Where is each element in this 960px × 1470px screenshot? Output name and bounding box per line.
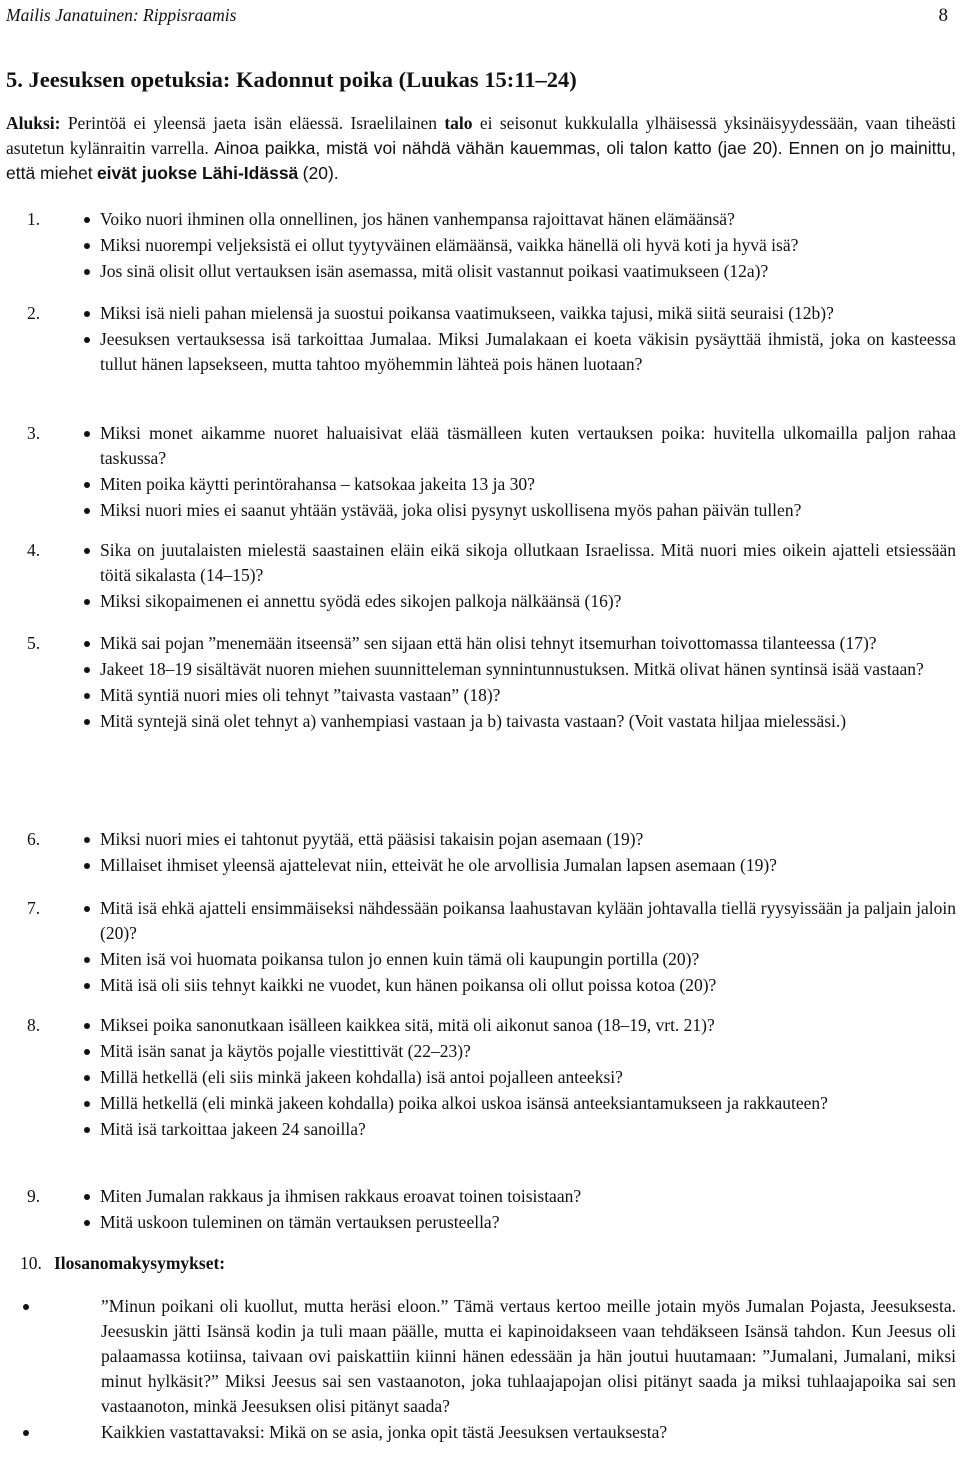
final-section-items: [0, 1294, 956, 1446]
section-heading: 5. Jeesuksen opetuksia: Kadonnut poika (Luukas 15:11–24): [6, 67, 577, 92]
question-section-5: [6, 631, 956, 735]
bullet-icon: [61, 947, 100, 972]
section-number: 3.: [27, 423, 41, 443]
question-item: ”Minun poikani oli kuollut, mutta heräsi eloon.” Tämä vertaus kertoo meille jotain myös Jumalan Pojasta, Jeesuksesta. Jeesuskin jätti Isänsä kodin ja tuli maan päälle, mutta ei kapinoidakseen vaan tehdäkseen Isänsä tahdon. Kun Jeesus oli palaamassa kotiinsa, taivaan ovi paiskattiin kiinni hänen edessään ja hän joutui huutamaan: ”Jumalani, Jumalani, miksi minut hylkäsit?” Miksi Jeesus sai sen vastaanoton, joka tuhlaajapojan olisi pitänyt saada ja miksi tuhlaajapoika sai sen vastaanoton, minkä Jeesuksen olisi pitänyt saada?: [0, 1294, 956, 1419]
bullet-icon: [61, 259, 100, 284]
intro-sans-text-1: Ainoa paikka, mistä voi nähdä vähän kauemmas, oli talon katto (jae 20). Ennen on jo mainittu, että miehet: [6, 138, 956, 183]
bullet-icon: [61, 498, 100, 523]
bullet-icon: [61, 327, 100, 377]
intro-paragraph: [6, 111, 956, 186]
question-item: Millaiset ihmiset yleensä ajattelevat niin, etteivät he ole arvollisia Jumalan lapsen asemaan (19)?: [61, 853, 956, 878]
intro-sans-text-2: (20).: [302, 163, 339, 183]
question-section-2: [6, 301, 956, 378]
question-section-6: [6, 827, 956, 879]
section-number: 2.: [27, 303, 41, 323]
bullet-icon: [0, 1294, 101, 1419]
bullet-icon: [61, 827, 100, 852]
bullet-icon: [61, 589, 100, 614]
question-item: Jakeet 18–19 sisältävät nuoren miehen suunnitteleman synnintunnustuksen. Mitkä olivat hänen syntinsä isää vastaan?: [61, 657, 956, 682]
question-item: Mitä syntiä nuori mies oli tehnyt ”taivasta vastaan” (18)?: [61, 683, 956, 708]
bullet-icon: [61, 301, 100, 326]
bullet-icon: [61, 1013, 100, 1038]
question-section-7: [6, 896, 956, 999]
bullet-icon: [61, 538, 100, 588]
question-item: Jeesuksen vertauksessa isä tarkoittaa Jumalaa. Miksi Jumalakaan ei koeta väkisin pysäyttää ihmistä, joka on kasteessa tullut hänen lapsekseen, mutta tahtoo myöhemmin lähteä pois hänen luotaan?: [61, 327, 956, 377]
question-item: Millä hetkellä (eli siis minkä jakeen kohdalla) isä antoi pojalleen anteeksi?: [61, 1065, 956, 1090]
section-number: 4.: [27, 540, 41, 560]
bullet-icon: [0, 1420, 101, 1445]
question-item: Jos sinä olisit ollut vertauksen isän asemassa, mitä olisit vastannut poikasi vaatimukseen (12a)?: [61, 259, 956, 284]
section-number: 6.: [27, 829, 41, 849]
question-section-3: [6, 421, 956, 524]
bullet-icon: [61, 1210, 100, 1235]
question-item: Miten poika käytti perintörahansa – katsokaa jakeita 13 ja 30?: [61, 472, 956, 497]
question-item: Mitä isä ehkä ajatteli ensimmäiseksi nähdessään poikansa laahustavan kylään johtavalla tiellä ryysyissään ja paljain jaloin (20)?: [61, 896, 956, 946]
final-section-title: Ilosanomakysymykset:: [54, 1253, 226, 1273]
question-section-8: [6, 1013, 956, 1143]
final-section-heading: [6, 1251, 956, 1276]
section-number: 10.: [20, 1253, 42, 1273]
bullet-icon: [61, 973, 100, 998]
bullet-icon: [61, 631, 100, 656]
question-item: Miksi sikopaimenen ei annettu syödä edes sikojen palkoja nälkäänsä (16)?: [61, 589, 956, 614]
bullet-icon: [61, 233, 100, 258]
section-number: 9.: [27, 1186, 41, 1206]
bullet-icon: [61, 1184, 100, 1209]
question-item: Miksi nuori mies ei tahtonut pyytää, että pääsisi takaisin pojan asemaan (19)?: [61, 827, 956, 852]
question-item: Miksi nuorempi veljeksistä ei ollut tyytyväinen elämäänsä, vaikka hänellä oli hyvä koti ja hyvä isä?: [61, 233, 956, 258]
bullet-icon: [61, 709, 100, 734]
intro-bold-word: talo: [444, 113, 473, 133]
page-number: 8: [938, 5, 948, 26]
question-section-9: [6, 1184, 956, 1236]
section-number: 1.: [27, 209, 41, 229]
question-item: Mitä isä tarkoittaa jakeen 24 sanoilla?: [61, 1117, 956, 1142]
question-item: Mikä sai pojan ”menemään itseensä” sen sijaan että hän olisi tehnyt itsemurhan toivottomassa tilanteessa (17)?: [61, 631, 956, 656]
question-item: Miksi nuori mies ei saanut yhtään ystävää, joka olisi pysynyt uskollisena myös pahan päivän tullen?: [61, 498, 956, 523]
question-item: Voiko nuori ihminen olla onnellinen, jos hänen vanhempansa rajoittavat hänen elämäänsä?: [61, 207, 956, 232]
question-item: Mitä isä oli siis tehnyt kaikki ne vuodet, kun hänen poikansa oli ollut poissa kotoa (20)?: [61, 973, 956, 998]
question-item: Miksei poika sanonutkaan isälleen kaikkea sitä, mitä oli aikonut sanoa (18–19, vrt. 21)?: [61, 1013, 956, 1038]
intro-text-2: ei seisonut kukkulalla ylhäisessä yksinäisyydessään, vaan tiheästi asutetun kylänraitin varrella.: [6, 113, 957, 158]
question-item: Miksi monet aikamme nuoret haluaisivat elää täsmälleen kuten vertauksen poika: huvitella ulkomailla paljon rahaa taskussa?: [61, 421, 956, 471]
question-item: Sika on juutalaisten mielestä saastainen eläin eikä sikoja ollutkaan Israelissa. Mitä nuori mies oikein ajatteli etsiessään töitä sikalasta (14–15)?: [61, 538, 956, 588]
bullet-icon: [61, 207, 100, 232]
section-number: 8.: [27, 1015, 41, 1035]
question-item: Miten Jumalan rakkaus ja ihmisen rakkaus eroavat toinen toisistaan?: [61, 1184, 956, 1209]
bullet-icon: [61, 1065, 100, 1090]
bullet-icon: [61, 421, 100, 471]
question-item: Mitä isän sanat ja käytös pojalle viestittivät (22–23)?: [61, 1039, 956, 1064]
question-item: Mitä uskoon tuleminen on tämän vertauksen perusteella?: [61, 1210, 956, 1235]
bullet-icon: [61, 1091, 100, 1116]
intro-label: Aluksi:: [6, 113, 61, 133]
question-item: Millä hetkellä (eli minkä jakeen kohdalla) poika alkoi uskoa isänsä anteeksiantamukseen ja rakkauteen?: [61, 1091, 956, 1116]
intro-text-1: Perintöä ei yleensä jaeta isän eläessä. Israelilainen: [67, 113, 437, 133]
section-number: 5.: [27, 633, 41, 653]
section-number: 7.: [27, 898, 41, 918]
question-section-1: [6, 207, 956, 285]
bullet-icon: [61, 1039, 100, 1064]
bullet-icon: [61, 1117, 100, 1142]
bullet-icon: [61, 657, 100, 682]
question-item: Miksi isä nieli pahan mielensä ja suostui poikansa vaatimukseen, vaikka tajusi, mikä siitä seuraisi (12b)?: [61, 301, 956, 326]
bullet-icon: [61, 472, 100, 497]
question-item: Miten isä voi huomata poikansa tulon jo ennen kuin tämä oli kaupungin portilla (20)?: [61, 947, 956, 972]
question-item: Mitä syntejä sinä olet tehnyt a) vanhempiasi vastaan ja b) taivasta vastaan? (Voit vastata hiljaa mielessäsi.): [61, 709, 956, 734]
question-section-4: [6, 538, 956, 615]
question-item: Kaikkien vastattavaksi: Mikä on se asia, jonka opit tästä Jeesuksen vertauksesta?: [0, 1420, 956, 1445]
bullet-icon: [61, 683, 100, 708]
bullet-icon: [61, 896, 100, 946]
running-title: Mailis Janatuinen: Rippisraamis: [6, 5, 237, 25]
bullet-icon: [61, 853, 100, 878]
intro-sans-bold: eivät juokse Lähi-Idässä: [96, 163, 299, 183]
page-header: [6, 3, 948, 28]
